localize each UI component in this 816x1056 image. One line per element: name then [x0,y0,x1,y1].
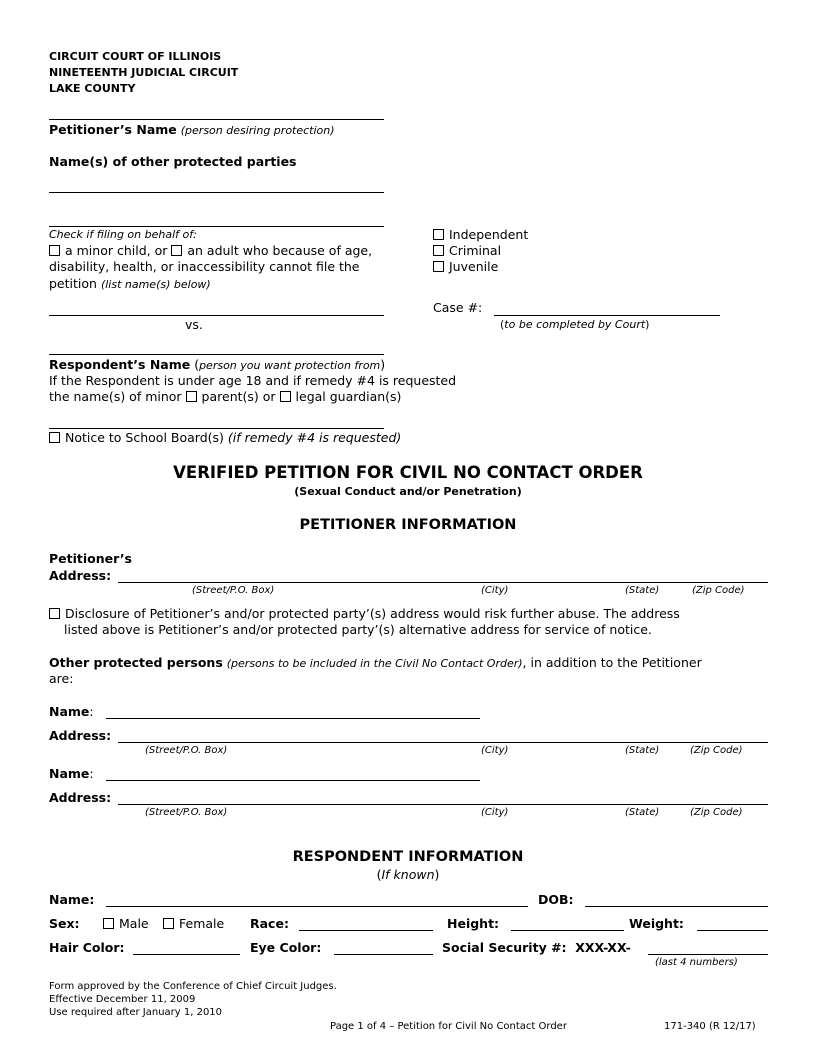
other-person-2-name-label [49,766,94,782]
text: petition [49,276,97,291]
hint: (persons to be included in the Civil No Contact Order) [226,657,523,670]
school-notice-checkbox[interactable] [49,432,60,443]
hint: person you want protection from [199,359,381,372]
hint: (person desiring protection) [180,124,335,137]
respondent-name-label: Name: [49,892,95,907]
city-hint: (City) [481,745,509,756]
label: Name [49,766,90,781]
other-person-1-address-label: Address: [49,728,112,743]
school-notice [49,430,401,446]
petitioner-address-label-2: Address: [49,568,112,583]
ssn-hint: (last 4 numbers) [655,957,738,968]
height-label: Height: [447,916,500,931]
footer-effective: Effective December 11, 2009 [49,994,196,1005]
disclosure-checkbox[interactable] [49,608,60,619]
behalf-line2: disability, health, or inaccessibility cannot file the [49,259,360,274]
label: Independent [449,227,529,242]
weight-label: Weight: [629,916,684,931]
text: Disclosure of Petitioner’s and/or protected party’(s) address would risk further abuse. The address [65,606,680,621]
zip-hint: (Zip Code) [692,585,745,596]
street-hint: (Street/P.O. Box) [145,745,228,756]
state-hint: (State) [625,807,660,818]
street-hint: (Street/P.O. Box) [145,807,228,818]
petitioner-info-heading: PETITIONER INFORMATION [299,517,517,533]
guardian-checkbox[interactable] [280,391,291,402]
label: Notice to School Board(s) [65,430,224,445]
behalf-name-field[interactable] [49,315,384,316]
zip-hint: (Zip Code) [690,807,743,818]
race-label: Race: [250,916,289,931]
street-hint: (Street/P.O. Box) [192,585,275,596]
page-number: Page 1 of 4 – Petition for Civil No Contact Order [330,1021,567,1032]
disclosure-line-1 [49,606,680,622]
county-name: LAKE COUNTY [49,82,136,95]
independent-checkbox[interactable] [433,229,444,240]
hint: to be completed by Court [504,318,646,331]
other-person-1-name-field[interactable] [106,718,480,719]
behalf-intro: Check if filing on behalf of: [49,228,197,241]
petitioner-name-label [49,122,335,139]
guardian-name-field[interactable] [49,428,384,429]
city-hint: (City) [481,807,509,818]
if-known-hint [0,867,816,883]
ssn-label: Social Security #: XXX-XX- [442,940,631,955]
adult-checkbox[interactable] [171,245,182,256]
city-hint: (City) [481,585,509,596]
case-number-hint [500,317,649,333]
other-person-2-address-label: Address: [49,790,112,805]
petitioner-address-label-1: Petitioner’s [49,551,133,566]
footer-required: Use required after January 1, 2010 [49,1007,223,1018]
behalf-options [49,243,372,259]
label: Petitioner’s Name [49,122,177,137]
respondent-info-heading: RESPONDENT INFORMATION [292,849,524,865]
behalf-line3 [49,276,211,293]
other-person-2-name-field[interactable] [106,780,480,781]
vs-label: vs. [185,317,203,332]
label: Male [119,916,149,931]
sex-female [163,916,224,932]
colon: : [89,766,94,781]
disclosure-line-2: listed above is Petitioner’s and/or protected party’(s) alternative address for service of notice. [64,622,652,637]
minor-child-checkbox[interactable] [49,245,60,256]
eye-color-label: Eye Color: [250,940,322,955]
guardian-label: legal guardian(s) [295,389,402,404]
juvenile-checkbox[interactable] [433,261,444,272]
footer-approval: Form approved by the Conference of Chief Circuit Judges. [49,981,337,992]
page-subtitle: (Sexual Conduct and/or Penetration) [294,485,522,498]
zip-hint: (Zip Code) [690,745,743,756]
respondent-name-input[interactable] [106,906,528,907]
label: Other protected persons [49,655,223,670]
page-title: VERIFIED PETITION FOR CIVIL NO CONTACT ORDER [173,463,643,482]
respondent-name-label: Respondent’s Name (person you want protection from) [49,357,386,372]
height-input[interactable] [511,930,624,931]
respondent-minor-note: If the Respondent is under age 18 and if remedy #4 is requested [49,373,457,388]
text: the name(s) of minor [49,389,182,404]
criminal-checkbox[interactable] [433,245,444,256]
form-number: 171-340 (R 12/17) [664,1021,756,1032]
state-hint: (State) [625,745,660,756]
dob-input[interactable] [585,906,768,907]
paren: ) [645,318,650,331]
colon: : [89,704,94,719]
respondent-guardian-line [49,389,401,405]
paren: ( [500,318,505,331]
sex-male [103,916,149,932]
paren: ) [434,867,440,882]
case-number-field[interactable] [494,315,720,316]
court-name: CIRCUIT COURT OF ILLINOIS [49,50,222,63]
hint: (list name(s) below) [100,278,211,291]
weight-input[interactable] [697,930,768,931]
other-persons-intro [49,655,702,672]
eye-color-input[interactable] [334,954,433,955]
parent-label: parent(s) or [201,389,276,404]
hair-color-input[interactable] [133,954,240,955]
parent-checkbox[interactable] [186,391,197,402]
adult-label: an adult who because of age, [187,243,373,258]
petitioner-name-field[interactable] [49,119,384,120]
label: Respondent’s Name [49,357,191,372]
sex-label: Sex: [49,916,80,931]
other-party-field-1[interactable] [49,192,384,193]
other-parties-label: Name(s) of other protected parties [49,154,297,169]
female-checkbox[interactable] [163,918,174,929]
case-type-juvenile [433,259,498,275]
hint: (if remedy #4 is requested) [227,430,402,445]
race-input[interactable] [299,930,433,931]
dob-label: DOB: [538,892,574,907]
male-checkbox[interactable] [103,918,114,929]
circuit-name: NINETEENTH JUDICIAL CIRCUIT [49,66,239,79]
state-hint: (State) [625,585,660,596]
case-type-independent [433,227,528,243]
paren: ( [376,867,382,882]
label: Criminal [449,243,502,258]
case-type-criminal [433,243,501,259]
minor-child-label: a minor child, or [65,243,168,258]
label: Female [179,916,225,931]
hint: If known [381,867,435,882]
case-number-label: Case #: [433,300,483,315]
other-person-1-name-label [49,704,94,720]
other-persons-intro-2: are: [49,671,74,686]
label: Juvenile [449,259,499,274]
hair-color-label: Hair Color: [49,940,125,955]
label: Name [49,704,90,719]
respondent-name-field[interactable] [49,354,384,355]
text: , in addition to the Petitioner [522,655,702,670]
